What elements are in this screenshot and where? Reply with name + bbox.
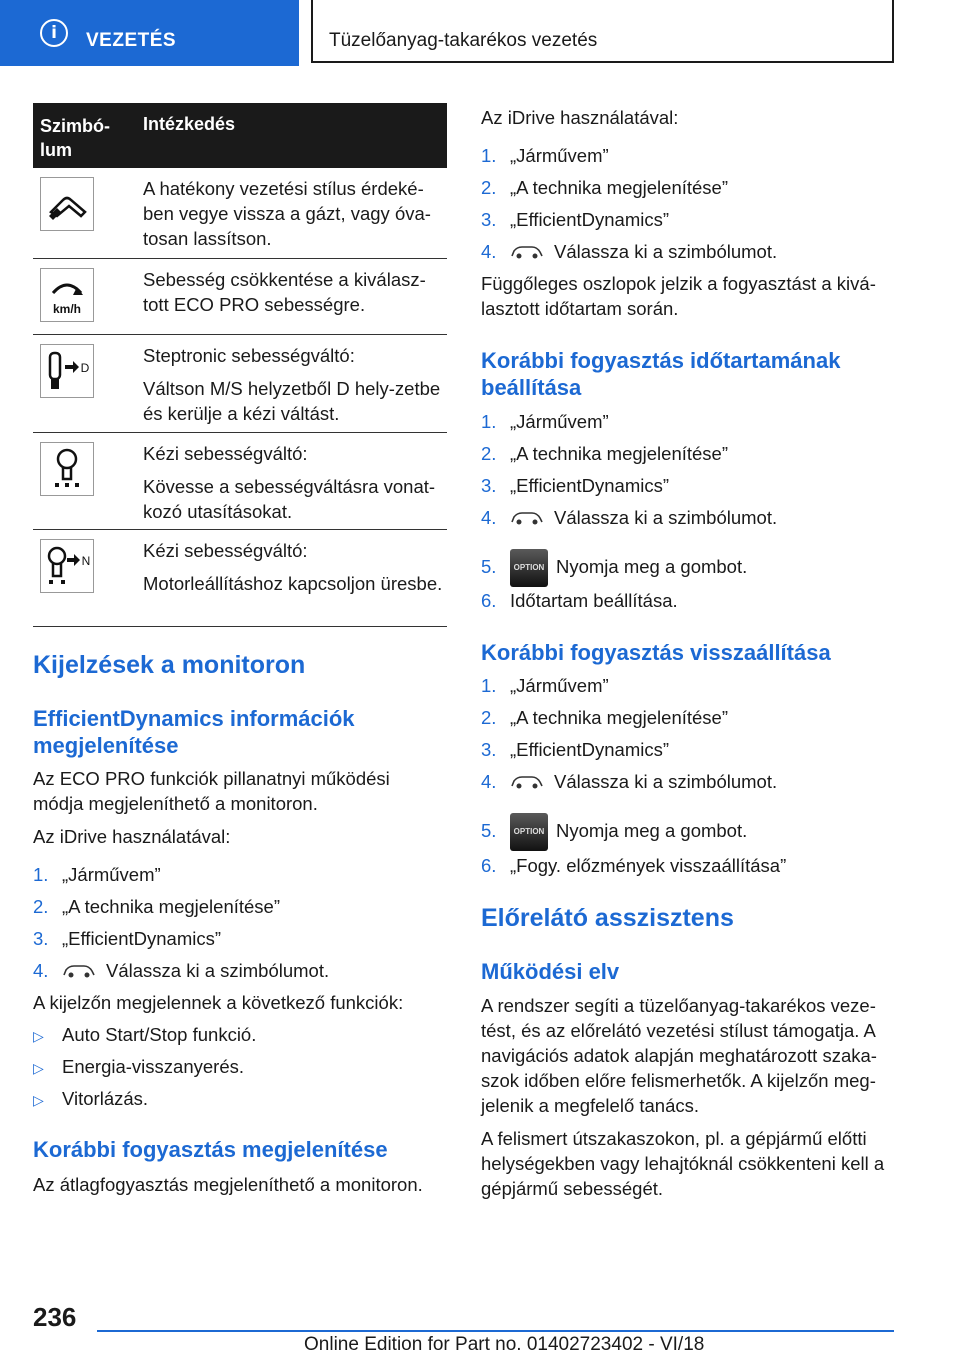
chapter-title: Tüzelőanyag-takarékos vezetés: [329, 30, 598, 51]
heading-principle: Működési elv: [481, 959, 620, 984]
paragraph: Az átlagfogyasztás megjeleníthető a monitoron.: [33, 1174, 423, 1195]
paragraph: A rendszer segíti a tüzelőanyag-takarékos veze-: [481, 995, 876, 1016]
list-item: 2. „A technika megjelenítése”: [33, 896, 281, 917]
icon-label: N: [81, 554, 91, 568]
heading-reset: Korábbi fogyasztás visszaállítása: [481, 640, 831, 665]
manual-gearbox-icon: [40, 442, 94, 496]
paragraph: Az iDrive használatával:: [481, 107, 679, 128]
paragraph: jelenik a megfelelő tanács.: [481, 1095, 700, 1116]
section-tab: [0, 0, 299, 66]
table-row: [33, 433, 447, 530]
paragraph: lasztott időtartam során.: [481, 298, 679, 319]
paragraph: A felismert útszakaszokon, pl. a gépjármű előtti: [481, 1128, 867, 1149]
steptronic-d-icon: [40, 344, 94, 398]
heading-previous-consumption: Korábbi fogyasztás megjelenítése: [33, 1137, 388, 1162]
list-item: 4. Válassza ki a szimbólumot.: [481, 505, 777, 532]
paragraph: Az iDrive használatával:: [33, 826, 231, 847]
car-icon: [62, 960, 96, 985]
table-cell-text: Kézi sebességváltó: Motorleállításhoz kapcsoljon üresbe.: [143, 540, 443, 594]
list-item: 1. „Járművem”: [481, 675, 609, 696]
list-item: 3. „EfficientDynamics”: [33, 928, 222, 949]
column-header-action: Intézkedés: [143, 114, 236, 134]
option-button-icon: OPTION: [510, 549, 548, 587]
speed-reduction-icon: [40, 268, 94, 322]
paragraph: A kijelzőn megjelennek a következő funkciók:: [33, 992, 404, 1013]
table-cell-text: Kézi sebességváltó: Kövesse a sebességváltásra vonat-kozó utasításokat.: [143, 443, 436, 522]
heading-predictive-assistant: Előrelátó asszisztens: [481, 904, 734, 932]
footer-divider: [97, 1330, 894, 1332]
bullet-icon: ▷: [33, 1060, 44, 1076]
column-header-symbol: Szimbó-lum: [40, 116, 110, 160]
page-number: 236: [33, 1302, 77, 1332]
paragraph: Függőleges oszlopok jelzik a fogyasztást a kivá-: [481, 273, 876, 294]
footer-edition: Online Edition for Part no. 01402723402 - VI/18: [304, 1334, 705, 1355]
car-icon: [510, 507, 544, 532]
bullet-icon: ▷: [33, 1092, 44, 1108]
list-item: 2. „A technika megjelenítése”: [481, 707, 729, 728]
paragraph: helységekben vagy lehajtóknál csökkenteni kell a: [481, 1153, 885, 1174]
list-item: ▷ Auto Start/Stop funkció.: [33, 1022, 256, 1049]
bullet-icon: ▷: [33, 1028, 44, 1044]
list-item: 4. Válassza ki a szimbólumot.: [481, 239, 777, 266]
list-item: ▷ Energia-visszanyerés.: [33, 1054, 244, 1081]
heading-efficient-dynamics: EfficientDynamics információk megjelenítése: [33, 706, 355, 758]
car-icon: [510, 241, 544, 266]
icon-label: D: [80, 361, 90, 375]
list-item: 3. „EfficientDynamics”: [481, 209, 670, 230]
table-row: [33, 168, 447, 259]
foot-pedal-icon: [40, 177, 94, 231]
list-item: 2. „A technika megjelenítése”: [481, 443, 729, 464]
table-cell-text: Sebesség csökkentése a kiválasz-tott ECO PRO sebességre.: [143, 269, 426, 315]
table-row: [33, 530, 447, 627]
table-cell-text: Steptronic sebességváltó: Váltson M/S helyzetből D hely-zetbe és kerülje a kézi váltást.: [143, 345, 441, 424]
heading-set-period: Korábbi fogyasztás időtartamának: [481, 348, 841, 373]
list-item: 2. „A technika megjelenítése”: [481, 177, 729, 198]
list-item: 1. „Járművem”: [33, 864, 161, 885]
list-item: 5. OPTION Nyomja meg a gombot.: [481, 549, 747, 587]
list-item: 4. Válassza ki a szimbólumot.: [481, 769, 777, 796]
paragraph: gépjármű sebességét.: [481, 1178, 664, 1199]
paragraph: módja megjeleníthető a monitoron.: [33, 793, 318, 814]
paragraph: tést, és az előrelátó vezetési stílust támogatja. A: [481, 1020, 876, 1041]
list-item: ▷ Vitorlázás.: [33, 1086, 148, 1113]
symbol-table: [33, 103, 447, 627]
option-button-icon: OPTION: [510, 813, 548, 851]
list-item: 6. Időtartam beállítása.: [481, 590, 678, 611]
chapter-header: [311, 0, 894, 63]
table-cell-text: A hatékony vezetési stílus érdeké-ben vegye vissza a gázt, vagy óva-tosan lassítson.: [143, 178, 431, 249]
list-item: 3. „EfficientDynamics”: [481, 475, 670, 496]
paragraph: szok időben előre felismerhetők. A kijelzőn meg-: [481, 1070, 876, 1091]
table-row: [33, 335, 447, 433]
list-item: 4. Válassza ki a szimbólumot.: [33, 958, 329, 985]
list-item: 1. „Járművem”: [481, 145, 609, 166]
list-item: 1. „Járművem”: [481, 411, 609, 432]
list-item: 3. „EfficientDynamics”: [481, 739, 670, 760]
list-item: 6. „Fogy. előzmények visszaállítása”: [481, 855, 787, 876]
table-header: [33, 103, 447, 168]
car-icon: [510, 771, 544, 796]
table-row: [33, 259, 447, 335]
section-title: VEZETÉS: [86, 30, 177, 51]
heading-set-period-cont: beállítása: [481, 375, 582, 400]
paragraph: navigációs adatok alapján meghatározott szaka-: [481, 1045, 877, 1066]
list-item: 5. OPTION Nyomja meg a gombot.: [481, 813, 747, 851]
paragraph: Az ECO PRO funkciók pillanatnyi működési: [33, 768, 390, 789]
manual-neutral-icon: [40, 539, 94, 593]
info-icon: i: [40, 19, 68, 47]
heading-monitor: Kijelzések a monitoron: [33, 651, 306, 679]
icon-label: km/h: [52, 302, 82, 316]
